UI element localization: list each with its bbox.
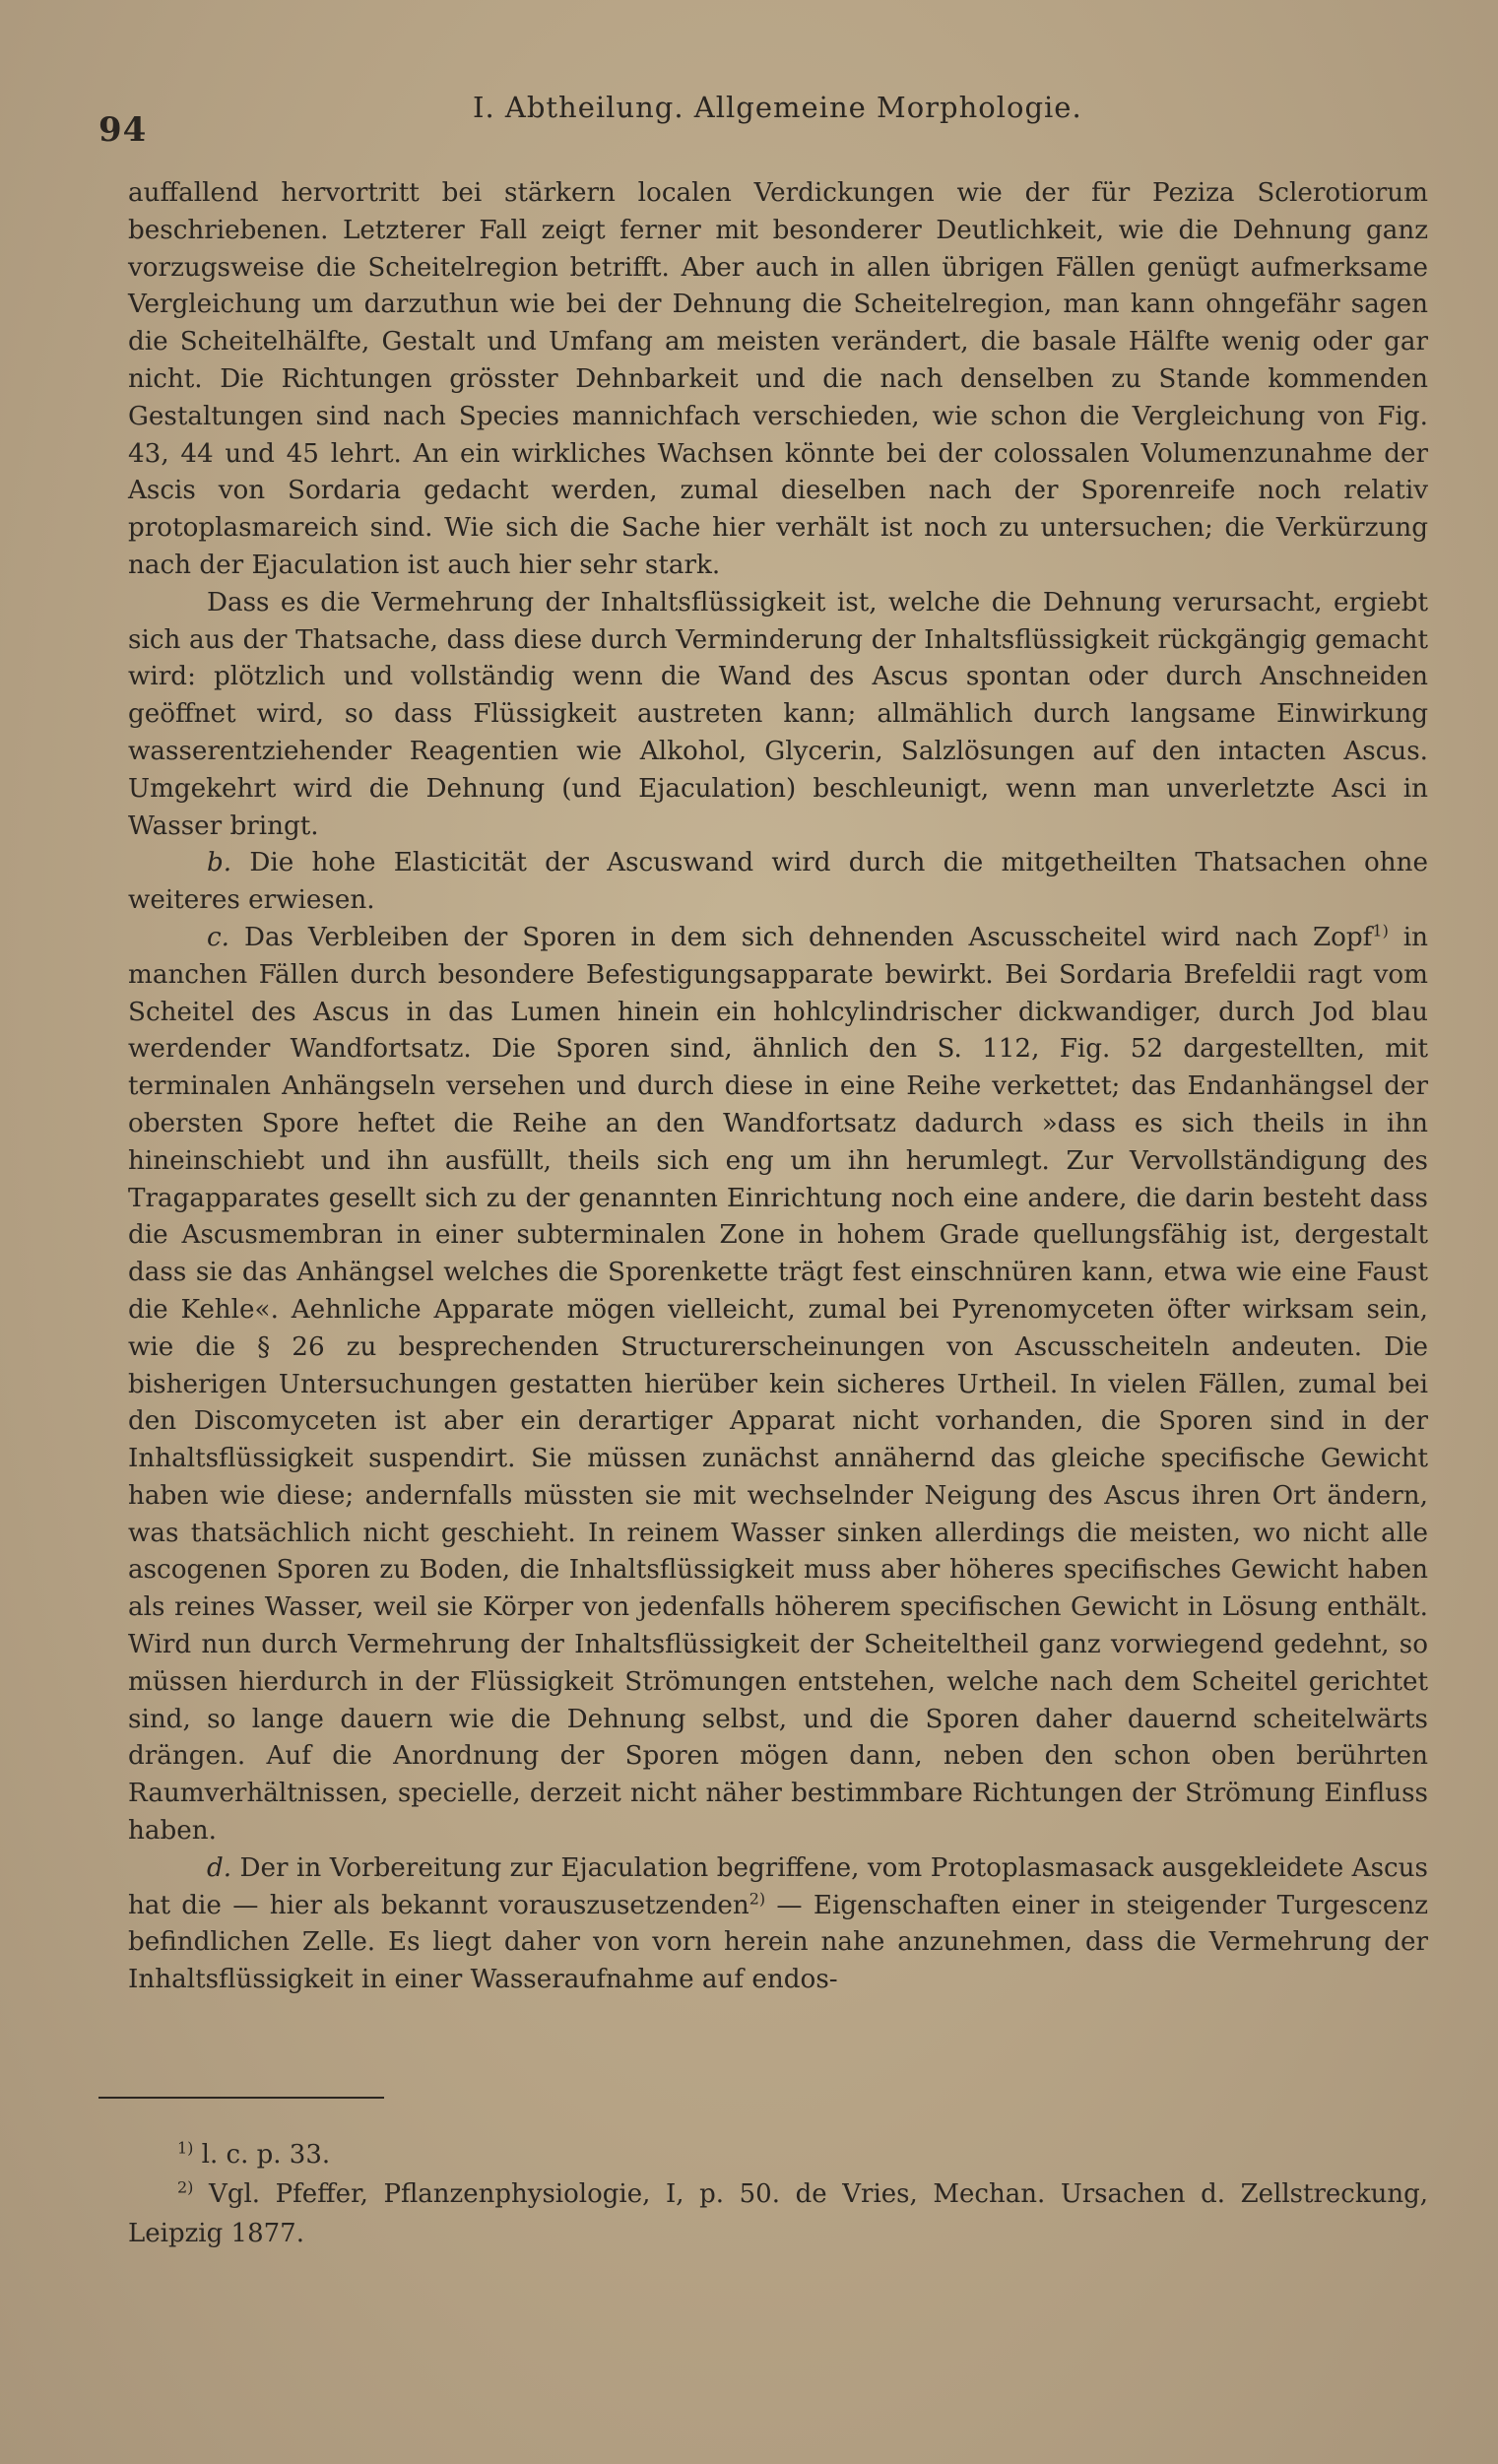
running-head: I. Abtheilung. Allgemeine Morphologie.: [473, 91, 1082, 124]
paragraph-b: b. Die hohe Elasticität der Ascuswand wird durch die mitgetheilten Thatsachen ohne weiteres erwiesen.: [128, 848, 1428, 916]
paragraph: Dass es die Vermehrung der Inhaltsflüssigkeit ist, welche die Dehnung verursacht, ergiebt sich aus der Thatsache, dass diese durch Verminderung der Inhaltsflüssigkeit rückgängig gemacht wird: plötzlich und vollständig wenn die Wand des Ascus spontan oder durch Anschneiden geöffnet wird, so dass Flüssigkeit austreten kann; allmählich durch langsame Einwirkung wasserentziehender Reagentien wie Alkohol, Glycerin, Salzlösungen auf den intacten Ascus. Umgekehrt wird die Dehnung (und Ejaculation) beschleunigt, wenn man unverletzte Asci in Wasser bringt.: [128, 587, 1428, 841]
footnote-ref: 1): [1372, 921, 1389, 940]
footnote: $^{1)}$ l. c. p. 33.: [177, 2138, 331, 2170]
footnote-mark: 1): [177, 2138, 194, 2158]
paragraph-letter: b.: [207, 848, 232, 878]
body-text: [128, 175, 1428, 1999]
paragraph-continued: auffallend hervortritt bei stärkern localen Verdickungen wie der für Peziza Sclerotiorum beschriebenen. Letzterer Fall zeigt ferner mit besonderer Deutlichkeit, wie die Dehnung ganz vorzugsweise die Scheitelregion betrifft. Aber auch in allen übrigen Fällen genügt aufmerksame Vergleichung um darzuthun wie bei der Dehnung die Scheitelregion, man kann ohngefähr sagen die Scheitelhälfte, Gestalt und Umfang am meisten verändert, die basale Hälfte wenig oder gar nicht. Die Richtungen grösster Dehnbarkeit und die nach denselben zu Stande kommenden Gestaltungen sind nach Species mannichfach verschieden, wie schon die Vergleichung von Fig. 43, 44 und 45 lehrt. An ein wirkliches Wachsen könnte bei der colossalen Volumenzunahme der Ascis von Sordaria gedacht werden, zumal dieselben nach der Sporenreife noch relativ protoplasmareich sind. Wie sich die Sache hier verhält ist noch zu untersuchen; die Verkürzung nach der Ejaculation ist auch hier sehr stark.: [128, 178, 1428, 580]
footnote: $^{2)}$ Vgl. Pfeffer, Pflanzenphysiologie, I, p. 50. de Vries, Mechan. Ursachen d. Zellstreckung, Leipzig 1877.: [128, 2177, 1428, 2248]
footnote-rule: [98, 2097, 384, 2099]
paragraph-letter: c.: [207, 922, 229, 952]
footnote-mark: 2): [177, 2177, 194, 2197]
paragraph-d: d. Der in Vorbereitung zur Ejaculation begriffene, vom Protoplasmasack ausgekleidete Ascus hat die — hier als bekannt vorauszusetzenden$^{2)}$ — Eigenschaften einer in steigender Turgescenz befindlichen Zelle. Es liegt daher von vorn herein nahe anzunehmen, dass die Vermehrung der Inhaltsflüssigkeit in einer Wasseraufnahme auf endos-: [128, 1852, 1428, 1995]
footnote-ref: 2): [749, 1888, 766, 1908]
page-header: [98, 91, 1428, 150]
paragraph-letter: d.: [207, 1852, 232, 1883]
paragraph-c: c. Das Verbleiben der Sporen in dem sich dehnenden Ascusscheitel wird nach Zopf$^{1)}$ in manchen Fällen durch besondere Befestigungsapparate bewirkt. Bei Sordaria Brefeldii ragt vom Scheitel des Ascus in das Lumen hinein ein hohlcylindrischer dickwandiger, durch Jod blau werdender Wandfortsatz. Die Sporen sind, ähnlich den S. 112, Fig. 52 dargestellten, mit terminalen Anhängseln versehen und durch diese in eine Reihe verkettet; das Endanhängsel der obersten Spore heftet die Reihe an den Wandfortsatz dadurch »dass es sich theils in ihn hineinschiebt und ihn ausfüllt, theils sich eng um ihn herumlegt. Zur Vervollständigung des Tragapparates gesellt sich zu der genannten Einrichtung noch eine andere, die darin besteht dass die Ascusmembran in einer subterminalen Zone in hohem Grade quellungsfähig ist, dergestalt dass sie das Anhängsel welches die Sporenkette trägt fest einschnüren kann, etwa wie eine Faust die Kehle«. Aehnliche Apparate mögen vielleicht, zumal bei Pyrenomyceten öfter wirksam sein, wie die § 26 zu besprechenden Structurerscheinungen von Ascusscheiteln andeuten. Die bisherigen Untersuchungen gestatten hierüber kein sicheres Urtheil. In vielen Fällen, zumal bei den Discomyceten ist aber ein derartiger Apparat nicht vorhanden, die Sporen sind in der Inhaltsflüssigkeit suspendirt. Sie müssen zunächst annähernd das gleiche specifische Gewicht haben wie diese; andernfalls müssten sie mit wechselnder Neigung des Ascus ihren Ort ändern, was thatsächlich nicht geschieht. In reinem Wasser sinken allerdings die meisten, wo nicht alle ascogenen Sporen zu Boden, die Inhaltsflüssigkeit muss aber höheres specifisches Gewicht haben als reines Wasser, weil sie Körper von jedenfalls höherem specifischen Gewicht in Lösung enthält. Wird nun durch Vermehrung der Inhaltsflüssigkeit der Scheiteltheil ganz vorwiegend gedehnt, so müssen hierdurch in der Flüssigkeit Strömungen entstehen, welche nach dem Scheitel gerichtet sind, so lange dauern wie die Dehnung selbst, und die Sporen daher dauernd scheitelwärts drängen. Auf die Anordnung der Sporen mögen dann, neben den schon oben berührten Raumverhältnissen, specielle, derzeit nicht näher bestimmbare Richtungen der Strömung Einfluss haben.: [128, 921, 1428, 1847]
page-number: 94: [98, 110, 148, 150]
footnotes: [128, 2135, 1428, 2253]
